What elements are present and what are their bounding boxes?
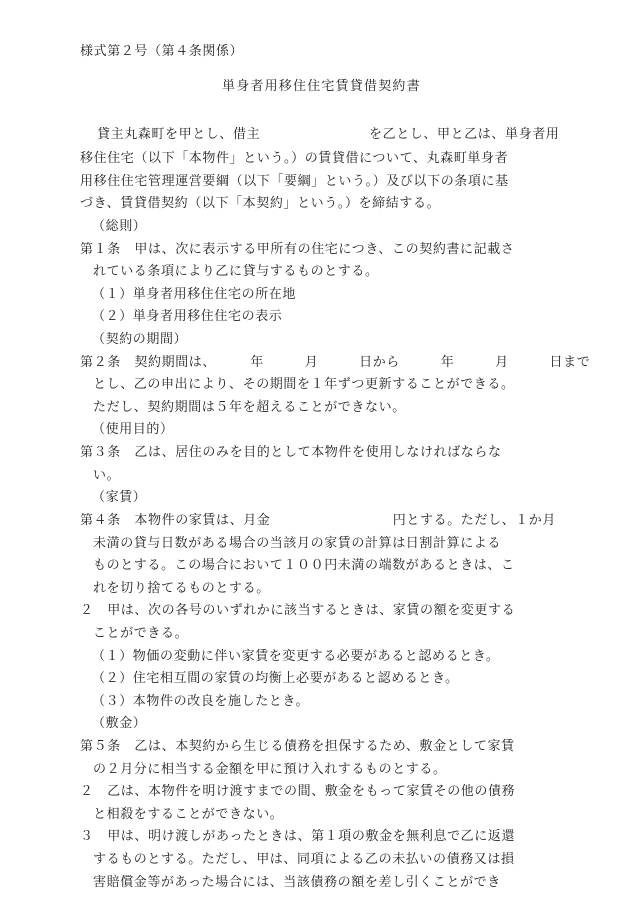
article-line: ３ 甲は、明け渡しがあったときは、第１項の敷金を無利息で乙に返還: [80, 829, 516, 844]
article-line: 第３条 乙は、居住のみを目的として本物件を使用しなければならな: [80, 445, 502, 460]
article-line: れを切り捨てるものとする。: [93, 581, 270, 596]
article-line: れている条項により乙に貸与するものとする。: [93, 264, 379, 279]
article-line: （１）物価の変動に伴い家賃を変更する必要があると認めるとき。: [92, 649, 500, 664]
intro-line: づき、賃貸借契約（以下「本契約」という。）を締結する。: [80, 196, 441, 211]
article-line: い。: [93, 468, 121, 483]
intro-line: 移住住宅（以下「本物件」という。）の賃貸借について、丸森町単身者: [80, 151, 509, 166]
article-line: 第５条 乙は、本契約から生じる債務を担保するため、敷金として家賃: [80, 739, 515, 754]
article-line: と相殺をすることができない。: [93, 807, 284, 822]
article-line: の２月分に相当する金額を甲に預け入れするものとする。: [93, 762, 447, 777]
article-line: 第４条 本物件の家賃は、月金 円とする。ただし、１か月: [80, 513, 557, 528]
article-line: ただし、契約期間は５年を超えることができない。: [93, 400, 406, 415]
section-heading: （敷金）: [92, 716, 147, 731]
section-heading: （総則）: [92, 219, 147, 234]
section-heading: （家賃）: [92, 490, 147, 505]
article-line: 第２条 契約期間は、 年 月 日から 年 月 日まで: [80, 355, 591, 370]
section-heading: （使用目的）: [92, 422, 174, 437]
section-heading: （契約の期間）: [92, 332, 188, 347]
article-line: するものとする。ただし、甲は、同項による乙の未払いの債務又は損: [93, 852, 515, 867]
intro-line: 貸主丸森町を甲とし、借主 を乙とし、甲と乙は、単身者用: [97, 127, 560, 142]
article-line: ものとする。この場合において１００円未満の端数があるときは、こ: [93, 558, 515, 573]
article-line: とし、乙の申出により、その期間を１年ずつ更新することができる。: [93, 377, 515, 392]
form-label: 様式第２号（第４条関係）: [80, 44, 244, 59]
article-line: ２ 甲は、次の各号のいずれかに該当するときは、家賃の額を変更する: [80, 603, 516, 618]
article-line: 害賠償金等があった場合には、当該債務の額を差し引くことができ: [93, 875, 501, 890]
article-line: 第１条 甲は、次に表示する甲所有の住宅につき、この契約書に記載さ: [80, 242, 515, 257]
article-line: （２）住宅相互間の家賃の均衡上必要があると認めるとき。: [92, 671, 459, 686]
article-line: （３）本物件の改良を施したとき。: [92, 694, 310, 709]
intro-line: 用移住住宅管理運営要綱（以下「要綱」という。）及び以下の条項に基: [80, 174, 509, 189]
article-line: 未満の貸与日数がある場合の当該月の家賃の計算は日割計算による: [93, 536, 502, 551]
document-title: 単身者用移住住宅賃貸借契約書: [222, 79, 421, 94]
article-line: ２ 乙は、本物件を明け渡すまでの間、敷金をもって家賃その他の債務: [80, 784, 516, 799]
article-line: ことができる。: [93, 626, 189, 641]
article-line: （１）単身者用移住住宅の所在地: [92, 287, 297, 302]
article-line: （２）単身者用移住住宅の表示: [92, 309, 283, 324]
